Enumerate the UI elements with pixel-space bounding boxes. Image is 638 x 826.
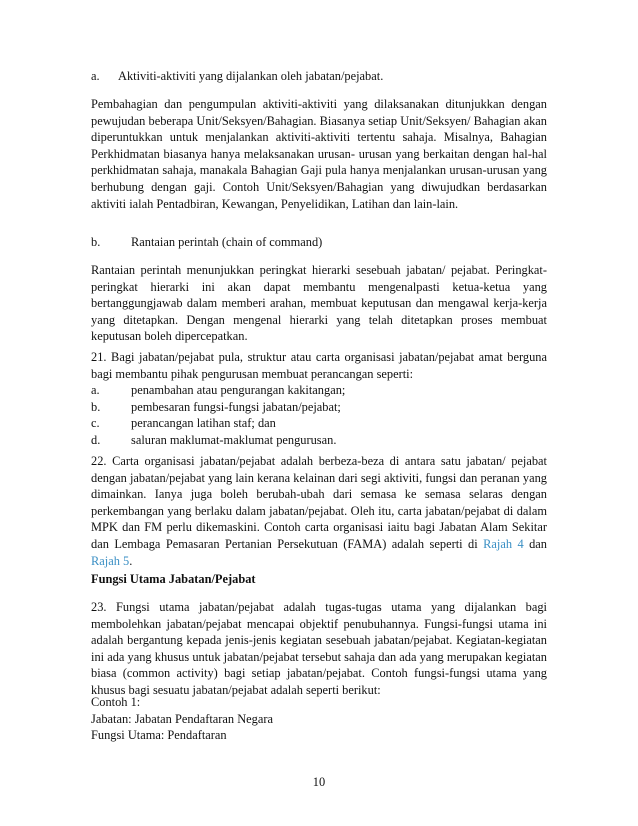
list-item-b bbox=[91, 234, 547, 251]
list-item bbox=[91, 415, 547, 432]
paragraph-21 bbox=[91, 349, 547, 449]
paragraph-rantaian: Rantaian perintah menunjukkan peringkat hierarki sesebuah jabatan/ pejabat. Peringkat-peringkat hierarki ini akan dapat membantu mengenalpasti ketua-ketua yang bertanggungjawab dalam memberi arahan, membuat keputusan dan mengawal kerja-kerja yang ditetapkan. Dengan mengenal hierarki yang telah ditetapkan proses membuat keputusan boleh dipercepatkan. bbox=[91, 263, 547, 344]
list-item bbox=[91, 399, 547, 416]
list-item-text: perancangan latihan staf; dan bbox=[131, 416, 276, 431]
rajah-4-link[interactable]: Rajah 4 bbox=[483, 536, 524, 551]
paragraph-pembahagian: Pembahagian dan pengumpulan aktiviti-aktiviti yang dilaksanakan ditunjukkan dengan pewujudan beberapa Unit/Seksyen/Bahagian. Biasanya setiap Unit/Seksyen/ Bahagian akan diperuntukkan untuk menjalankan aktiviti-aktiviti tertentu sahaja. Misalnya, Bahagian Perkhidmatan biasanya hanya melaksanakan urusan- urusan yang berkaitan dengan hal-hal perkhidmatan sahaja, manakala Bahagian Gaji pula hanya menjalankan urusan-urusan yang berhubung dengan gaji. Contoh Unit/Seksyen/Bahagian yang diwujudkan berdasarkan aktiviti ialah Pentadbiran, Kewangan, Penyelidikan, Latihan dan lain-lain. bbox=[91, 97, 547, 211]
paragraph-22-text: 22. Carta organisasi jabatan/pejabat adalah berbeza-beza di antara satu jabatan/ pejabat dengan jabatan/pejabat yang lain kerana kelainan dari segi aktiviti, fungsi dan peranan yang dimainkan. Ianya juga boleh berubah-ubah dari semasa ke semasa selaras dengan perkembangan yang berlaku dalam jabatan/pejabat. Oleh itu, carta jabatan/pejabat di dalam MPK dan FM perlu dikemaskini. Contoh carta organisasi iaitu bagi Jabatan Alam Sekitar dan Lembaga Pemasaran Pertanian Persekutuan (FAMA) adalah seperti di bbox=[91, 454, 547, 551]
paragraph-21-intro: 21. Bagi jabatan/pejabat pula, struktur atau carta organisasi jabatan/pejabat amat berguna bagi membantu pihak pengurusan membuat perancangan seperti: bbox=[91, 350, 547, 381]
list-item bbox=[91, 432, 547, 449]
list-marker: c. bbox=[91, 416, 100, 431]
list-marker: a. bbox=[91, 69, 100, 83]
list-item-text: pembesaran fungsi-fungsi jabatan/pejabat; bbox=[131, 399, 341, 414]
paragraph-22-joiner: dan bbox=[529, 536, 547, 551]
list-item bbox=[91, 382, 547, 399]
list-item-text: Rantaian perintah (chain of command) bbox=[131, 235, 323, 249]
rajah-5-link[interactable]: Rajah 5 bbox=[91, 553, 130, 568]
paragraph-22-end: . bbox=[129, 553, 133, 568]
section-heading: Fungsi Utama Jabatan/Pejabat bbox=[91, 572, 256, 586]
example-block bbox=[91, 694, 547, 744]
example-label: Contoh 1: bbox=[91, 695, 141, 709]
list-marker: a. bbox=[91, 383, 100, 398]
list-marker: b. bbox=[91, 235, 101, 249]
list-item-text: saluran maklumat-maklumat pengurusan. bbox=[131, 432, 337, 447]
list-marker: b. bbox=[91, 399, 101, 414]
list-item-text: penambahan atau pengurangan kakitangan; bbox=[131, 383, 346, 398]
paragraph-23: 23. Fungsi utama jabatan/pejabat adalah tugas-tugas utama yang dijalankan bagi membolehkan jabatan/pejabat mencapai objektif penubuhannya. Fungsi-fungsi utama ini adalah bergantung kepada jenis-jenis kegiatan sesebuah jabatan/pejabat. Kegiatan-kegiatan ini ada yang khusus untuk jabatan/pejabat tersebut sahaja dan ada yang merupakan kegiatan biasa (common activity) bagi setiap jabatan/pejabat. Contoh fungsi-fungsi utama yang khusus bagi sesuatu jabatan/pejabat adalah seperti berikut: bbox=[91, 600, 547, 697]
paragraph-22 bbox=[91, 453, 547, 569]
list-item-a bbox=[91, 68, 547, 85]
example-fungsi: Fungsi Utama: Pendaftaran bbox=[91, 728, 227, 743]
example-jabatan: Jabatan: Jabatan Pendaftaran Negara bbox=[91, 711, 273, 726]
list-item-text: Aktiviti-aktiviti yang dijalankan oleh jabatan/pejabat. bbox=[118, 69, 384, 83]
list-marker: d. bbox=[91, 432, 101, 447]
page-number: 10 bbox=[312, 775, 326, 789]
